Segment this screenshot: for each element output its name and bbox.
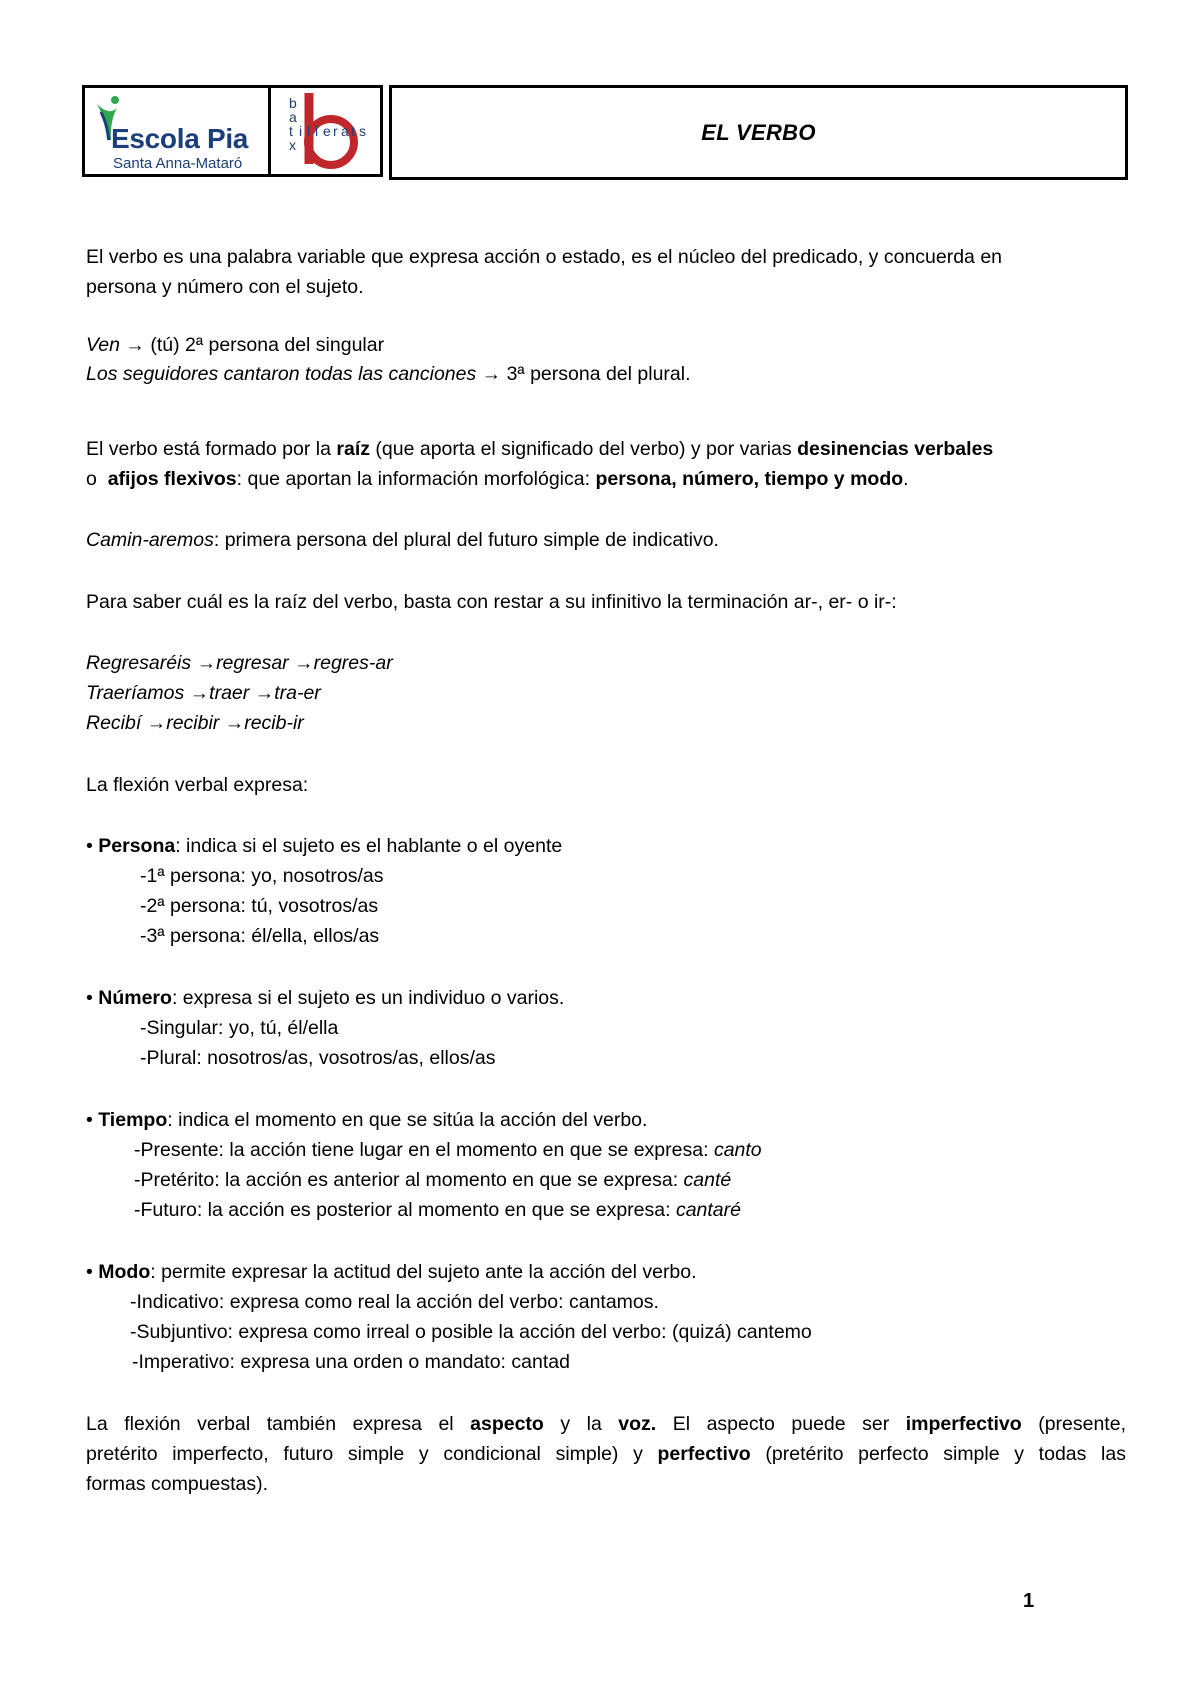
escola-pia-subtitle: Santa Anna-Mataró bbox=[113, 155, 243, 172]
example-word: recibir bbox=[166, 712, 220, 734]
bullet-modo bbox=[86, 1260, 697, 1284]
text-span: -Futuro: la acción es posterior al momento en que se expresa: bbox=[134, 1199, 676, 1221]
arrow-icon: → bbox=[481, 363, 502, 385]
svg-text:l: l bbox=[307, 123, 311, 139]
bullet-persona bbox=[86, 834, 562, 858]
svg-text:e: e bbox=[323, 123, 331, 139]
text-span: : permite expresar la actitud del sujeto ante la acción del verbo. bbox=[150, 1261, 697, 1283]
example-word: tra-er bbox=[274, 682, 321, 704]
example-word: canté bbox=[683, 1169, 732, 1191]
document-header bbox=[82, 85, 1128, 180]
batxillerats-b-icon bbox=[271, 88, 381, 178]
intro-line-1: El verbo es una palabra variable que expresa acción o estado, es el núcleo del predicado, y concuerda en bbox=[86, 246, 1003, 268]
list-item: -1ª persona: yo, nosotros/as bbox=[140, 865, 384, 887]
example-word: recib-ir bbox=[244, 712, 304, 734]
list-item bbox=[134, 1198, 741, 1222]
text-span: El verbo está formado por la bbox=[86, 438, 337, 460]
page-number: 1 bbox=[1023, 1590, 1035, 1612]
text-span: (que aporta el significado del verbo) y por varias bbox=[370, 438, 798, 460]
text-span: El aspecto puede ser bbox=[656, 1413, 906, 1435]
escola-pia-name: Escola Pia bbox=[111, 123, 249, 154]
list-item: -2ª persona: tú, vosotros/as bbox=[140, 895, 379, 917]
term-raiz: raíz bbox=[336, 438, 370, 460]
example-word: Traeríamos bbox=[86, 682, 185, 704]
camin-example bbox=[86, 528, 719, 552]
text-span: (presente, bbox=[1021, 1413, 1126, 1435]
text-span: -Pretérito: la acción es anterior al momento en que se expresa: bbox=[134, 1169, 684, 1191]
term-afijos: afijos flexivos bbox=[107, 468, 237, 490]
example-word: Regresaréis bbox=[86, 652, 192, 674]
bullet-tiempo bbox=[86, 1108, 647, 1132]
arrow-icon: → bbox=[125, 334, 145, 356]
arrow-icon: → bbox=[294, 652, 314, 674]
svg-text:i: i bbox=[299, 123, 303, 139]
svg-text:l: l bbox=[315, 123, 319, 139]
svg-text:r: r bbox=[333, 123, 338, 139]
raiz-example-1 bbox=[86, 651, 393, 675]
text-span: y la bbox=[543, 1413, 619, 1435]
escola-pia-logo bbox=[82, 85, 270, 177]
bullet-icon: • bbox=[86, 987, 93, 1009]
example-word: regresar bbox=[216, 652, 289, 674]
bullet-numero bbox=[86, 986, 564, 1010]
term-numero: Número bbox=[98, 987, 172, 1009]
document-title: EL VERBO bbox=[701, 119, 816, 145]
text-span: : indica si el sujeto es el hablante o el oyente bbox=[175, 835, 563, 857]
aspecto-line-1 bbox=[86, 1412, 1126, 1436]
arrow-icon: → bbox=[196, 652, 217, 674]
list-item: -Indicativo: expresa como real la acción del verbo: cantamos. bbox=[130, 1291, 659, 1313]
bullet-icon: • bbox=[86, 1109, 93, 1131]
term-aspecto: aspecto bbox=[470, 1413, 544, 1435]
text-span: pretérito imperfecto, futuro simple y condicional simple) y bbox=[86, 1443, 658, 1465]
example-word: Camin-aremos bbox=[86, 529, 214, 551]
example-word: traer bbox=[209, 682, 250, 704]
example-word: Recibí bbox=[86, 712, 142, 734]
list-item: -Singular: yo, tú, él/ella bbox=[140, 1017, 339, 1039]
arrow-icon: → bbox=[189, 682, 210, 704]
batxillerats-logo bbox=[270, 85, 383, 177]
text-span: (pretérito perfecto simple y todas las bbox=[750, 1443, 1126, 1465]
arrow-icon: → bbox=[224, 712, 245, 734]
term-tiempo: Tiempo bbox=[98, 1109, 168, 1131]
term-modo: Modo bbox=[98, 1261, 151, 1283]
svg-text:a: a bbox=[341, 123, 349, 139]
example-word: Ven bbox=[86, 334, 120, 356]
example-ven bbox=[86, 333, 384, 357]
text-span: . bbox=[903, 468, 909, 490]
example-word: regres-ar bbox=[313, 652, 393, 674]
term-voz: voz. bbox=[618, 1413, 657, 1435]
example-word: canto bbox=[713, 1139, 762, 1161]
raiz-example-2 bbox=[86, 681, 321, 705]
example-explanation: (tú) 2ª persona del singular bbox=[144, 334, 385, 356]
bullet-icon: • bbox=[86, 835, 93, 857]
text-span: o bbox=[86, 468, 108, 490]
list-item bbox=[134, 1168, 731, 1192]
flexion-intro: La flexión verbal expresa: bbox=[86, 774, 309, 796]
svg-text:x: x bbox=[289, 137, 296, 153]
svg-text:t: t bbox=[289, 123, 293, 139]
raiz-example-3 bbox=[86, 711, 304, 735]
raiz-instruction: Para saber cuál es la raíz del verbo, basta con restar a su infinitivo la terminación ar-, er- o ir-: bbox=[86, 591, 897, 613]
aspecto-line-3: formas compuestas). bbox=[86, 1473, 269, 1495]
term-perfectivo: perfectivo bbox=[657, 1443, 751, 1465]
list-item: -Plural: nosotros/as, vosotros/as, ellos/as bbox=[140, 1047, 496, 1069]
formation-line-1 bbox=[86, 437, 993, 461]
example-seguidores bbox=[86, 362, 691, 386]
term-desinencias: desinencias verbales bbox=[797, 438, 994, 460]
formation-line-2 bbox=[86, 467, 909, 491]
svg-text:t: t bbox=[351, 123, 355, 139]
term-imperfectivo: imperfectivo bbox=[905, 1413, 1022, 1435]
intro-line-2: persona y número con el sujeto. bbox=[86, 276, 364, 298]
bullet-icon: • bbox=[86, 1261, 93, 1283]
svg-text:s: s bbox=[359, 123, 366, 139]
example-sentence: Los seguidores cantaron todas las canciones bbox=[86, 363, 477, 385]
svg-text:a: a bbox=[289, 109, 297, 125]
text-span: : que aportan la información morfológica: bbox=[236, 468, 596, 490]
example-explanation: : primera persona del plural del futuro simple de indicativo. bbox=[213, 529, 719, 551]
list-item: -3ª persona: él/ella, ellos/as bbox=[140, 925, 380, 947]
title-box bbox=[389, 85, 1128, 180]
text-span: -Presente: la acción tiene lugar en el momento en que se expresa: bbox=[134, 1139, 714, 1161]
term-persona: Persona bbox=[98, 835, 176, 857]
text-span: : indica el momento en que se sitúa la acción del verbo. bbox=[167, 1109, 648, 1131]
arrow-icon: → bbox=[146, 712, 167, 734]
list-item bbox=[134, 1138, 762, 1162]
list-item: -Subjuntivo: expresa como irreal o posible la acción del verbo: (quizá) cantemo bbox=[130, 1321, 812, 1343]
text-span: La flexión verbal también expresa el bbox=[86, 1413, 471, 1435]
arrow-icon: → bbox=[254, 682, 275, 704]
text-span: : expresa si el sujeto es un individuo o varios. bbox=[171, 987, 565, 1009]
example-word: cantaré bbox=[675, 1199, 741, 1221]
example-explanation: 3ª persona del plural. bbox=[501, 363, 691, 385]
term-morfologia: persona, número, tiempo y modo bbox=[595, 468, 904, 490]
aspecto-line-2 bbox=[86, 1442, 1126, 1466]
list-item: -Imperativo: expresa una orden o mandato: cantad bbox=[132, 1351, 570, 1373]
svg-text:b: b bbox=[289, 95, 297, 111]
